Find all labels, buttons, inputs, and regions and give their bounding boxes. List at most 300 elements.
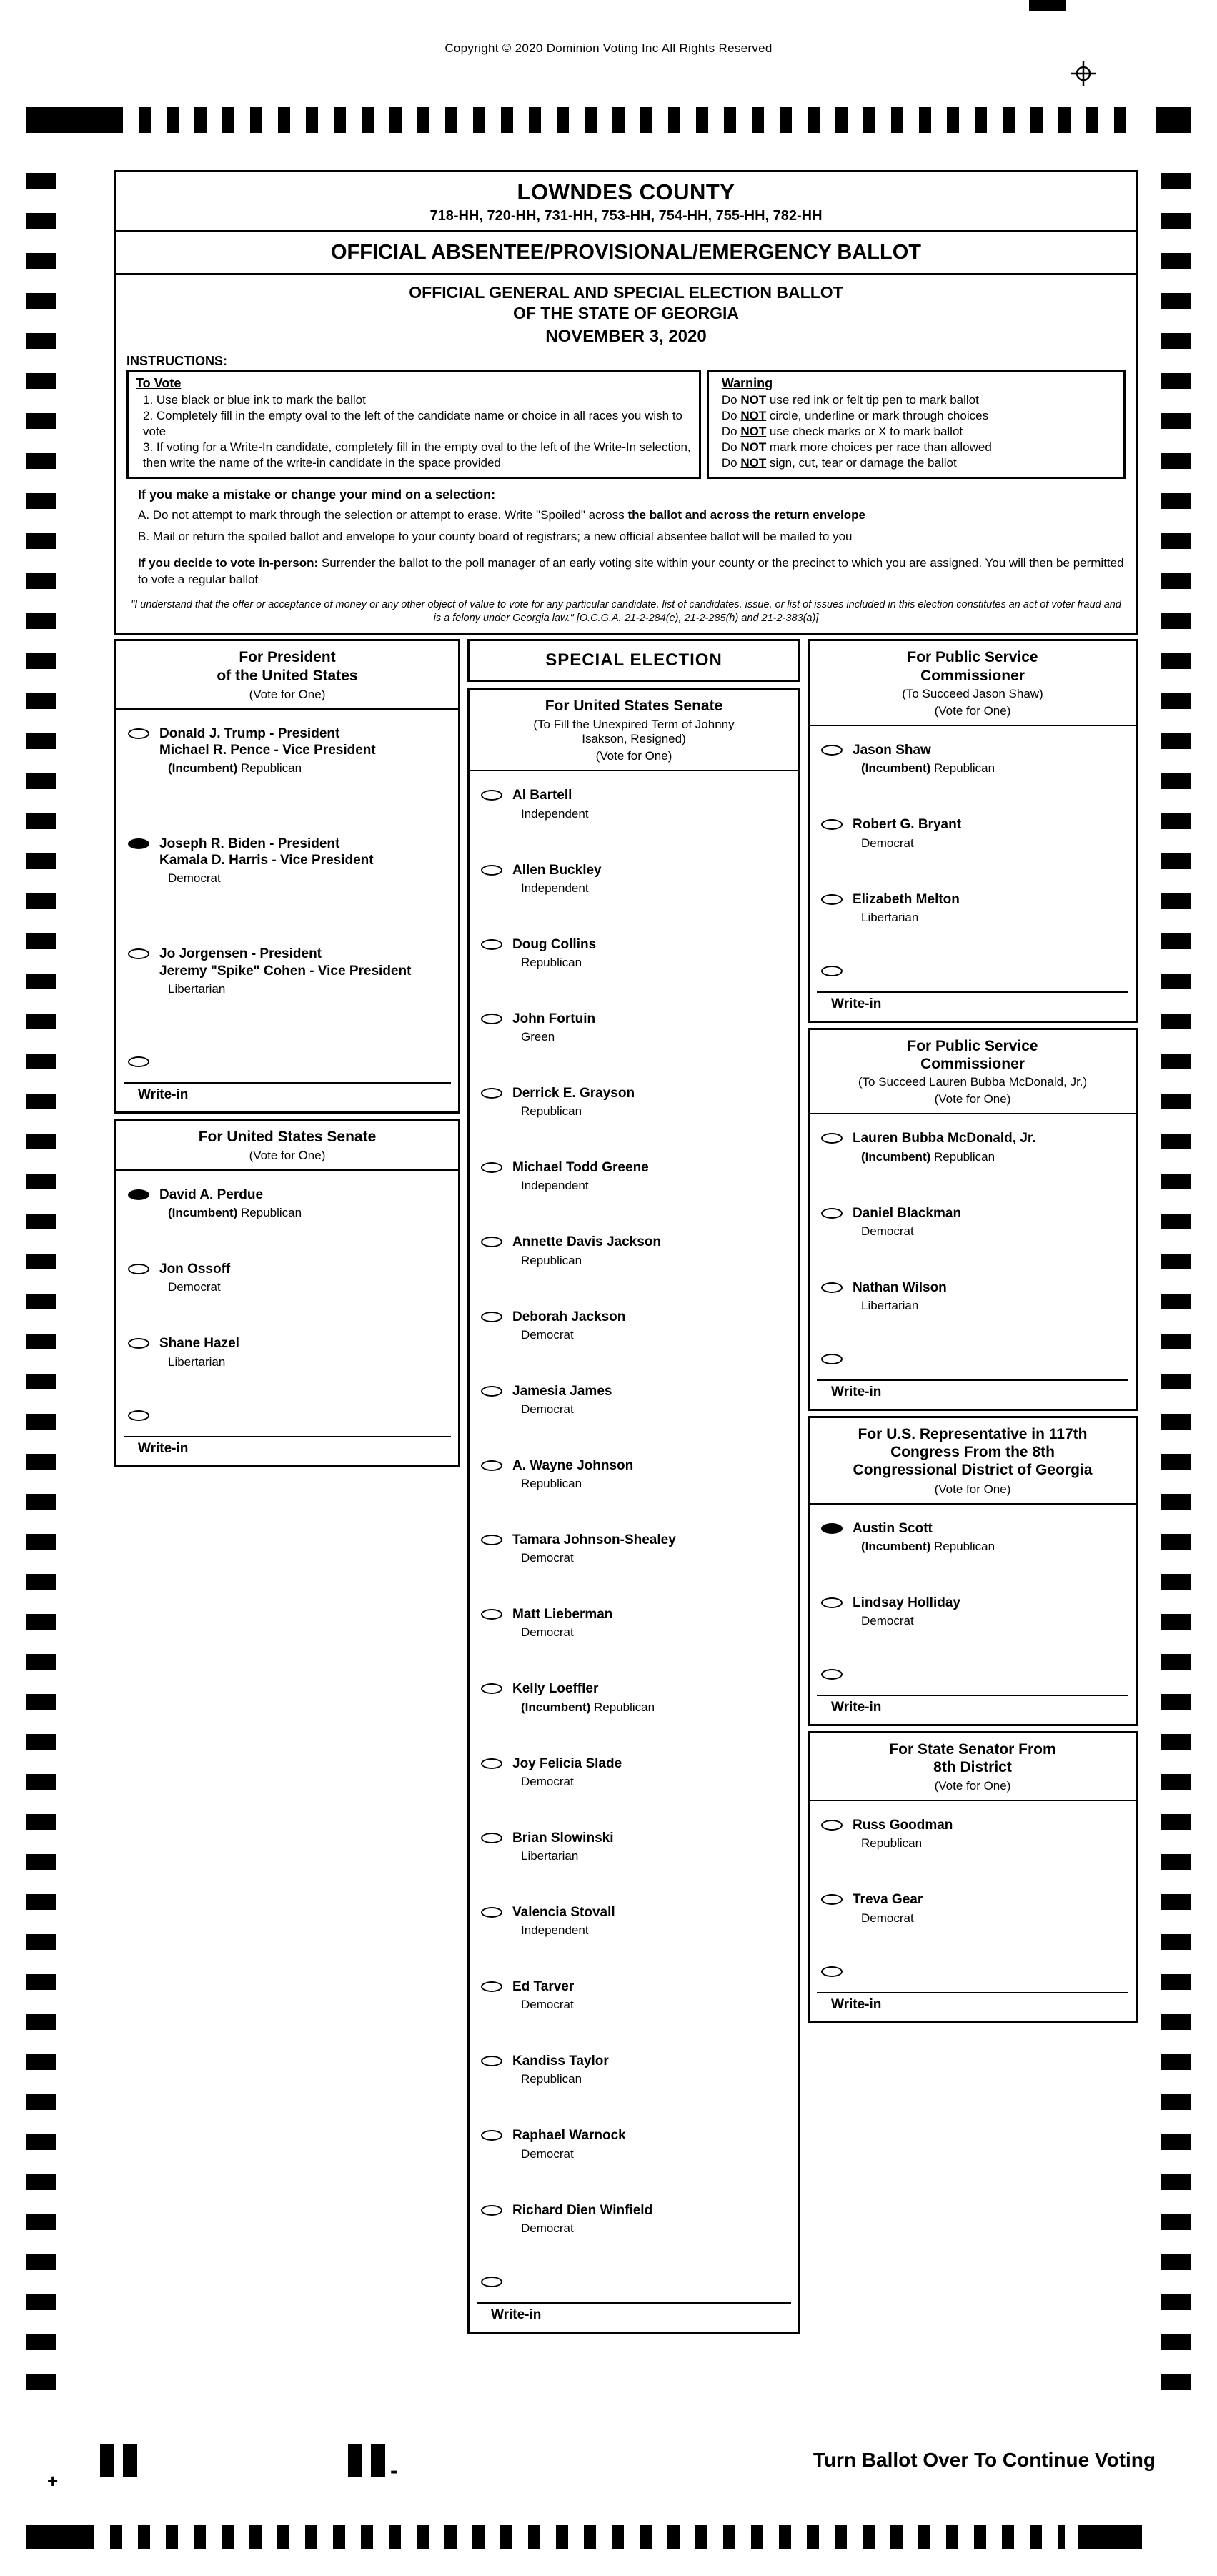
candidate-row — [478, 1457, 791, 1491]
candidate-row — [478, 1904, 791, 1938]
candidate-party: Democrat — [521, 1774, 574, 1788]
ballot-column-3 — [808, 639, 1138, 2028]
contest-box — [808, 1028, 1138, 1411]
candidate-row — [478, 1978, 791, 2012]
candidate-party: Republican — [521, 1104, 582, 1119]
contest-header — [810, 1733, 1136, 1801]
write-in-oval[interactable] — [128, 1410, 149, 1421]
candidate-oval[interactable] — [481, 2056, 502, 2066]
candidate-info — [853, 1205, 961, 1239]
contest-vote-for: (Vote for One) — [934, 1482, 1011, 1496]
candidate-name: Lindsay Holliday — [853, 1595, 960, 1610]
candidate-party: Independent — [521, 1923, 589, 1938]
contest-header — [116, 641, 458, 709]
contest-title: For Public Service Commissioner — [907, 1037, 1038, 1072]
candidate-row — [125, 725, 451, 776]
candidate-party: Libertarian — [168, 981, 226, 996]
candidate-oval[interactable] — [821, 1282, 843, 1293]
mistake-heading: If you make a mistake or change your mind on a selection: — [138, 487, 496, 502]
candidate-party: Democrat — [521, 2221, 574, 2235]
candidate-party: Libertarian — [861, 910, 919, 924]
candidate-name: Nathan Wilson — [853, 1279, 947, 1295]
write-in-line[interactable] — [817, 1695, 1128, 1696]
candidate-row — [818, 1279, 1128, 1313]
candidate-name: Jason Shaw — [853, 743, 931, 758]
timing-cap-left — [26, 2525, 94, 2549]
candidate-name: Deborah Jackson — [512, 1309, 626, 1324]
write-in-line[interactable] — [477, 2302, 791, 2304]
candidate-name: Brian Slowinski — [512, 1830, 614, 1846]
candidate-party: (Incumbent) Republican — [861, 761, 995, 776]
bottom-mark-bar — [371, 2444, 385, 2477]
candidate-oval[interactable] — [128, 1338, 149, 1349]
contest-vote-for: (Vote for One) — [934, 1779, 1011, 1793]
write-in-oval[interactable] — [821, 966, 843, 976]
candidate-oval[interactable] — [481, 1162, 502, 1173]
warning-item: Do NOT use check marks or X to mark ballot — [721, 424, 963, 438]
candidate-oval[interactable] — [481, 865, 502, 876]
candidate-oval[interactable] — [481, 1237, 502, 1247]
candidate-oval[interactable] — [481, 2130, 502, 2141]
corner-registration-block — [1029, 0, 1066, 11]
timing-cap-right — [1156, 107, 1191, 133]
candidate-oval[interactable] — [481, 1758, 502, 1769]
candidate-name: Lauren Bubba McDonald, Jr. — [853, 1131, 1036, 1146]
contest-subtitle: (To Succeed Jason Shaw) — [902, 686, 1043, 700]
write-in-line[interactable] — [817, 991, 1128, 993]
candidate-oval[interactable] — [481, 1981, 502, 1992]
candidate-oval[interactable] — [821, 745, 843, 756]
contest-box — [114, 639, 460, 1113]
copyright-text: Copyright © 2020 Dominion Voting Inc All Rights Reserved — [444, 41, 773, 55]
candidate-oval[interactable] — [128, 838, 149, 849]
candidate-row — [478, 1532, 791, 1565]
write-in-oval[interactable] — [481, 2277, 502, 2287]
candidate-oval[interactable] — [481, 1014, 502, 1024]
candidate-row — [478, 1309, 791, 1342]
candidate-row — [478, 1159, 791, 1193]
warning-item: Do NOT mark more choices per race than allowed — [721, 440, 992, 454]
candidate-list — [810, 1801, 1136, 1925]
candidate-name: Donald J. Trump - President Michael R. Pence - Vice President — [159, 725, 376, 758]
write-in-line[interactable] — [124, 1082, 451, 1084]
timing-bars — [139, 107, 1142, 133]
minus-registration-mark: - — [390, 2457, 398, 2483]
candidate-party: Republican — [521, 2072, 582, 2086]
contest-header — [470, 690, 798, 771]
candidate-name: Raphael Warnock — [512, 2128, 626, 2144]
candidate-party: Democrat — [521, 1402, 574, 1416]
mistake-section — [126, 487, 1126, 588]
warning-title: Warning — [721, 375, 773, 390]
candidate-row — [478, 787, 791, 821]
contest-box — [808, 639, 1138, 1022]
write-in-label: Write-in — [138, 1440, 189, 1456]
candidate-party: Republican — [861, 1836, 923, 1851]
candidate-name: Valencia Stovall — [512, 1904, 615, 1920]
candidate-info — [512, 1606, 612, 1640]
candidate-oval[interactable] — [481, 1683, 502, 1694]
election-date: NOVEMBER 3, 2020 — [545, 326, 707, 346]
candidate-oval[interactable] — [481, 1088, 502, 1099]
candidate-party: Independent — [521, 1179, 589, 1193]
contest-vote-for: (Vote for One) — [249, 687, 326, 701]
candidate-info — [159, 1261, 230, 1294]
candidate-oval[interactable] — [481, 2205, 502, 2216]
candidate-info — [853, 891, 960, 925]
instructions-label: INSTRUCTIONS: — [126, 353, 227, 368]
candidate-list — [810, 726, 1136, 925]
candidate-row — [478, 1011, 791, 1044]
candidate-name: John Fortuin — [512, 1011, 596, 1026]
contest-title: For President of the United States — [217, 649, 358, 684]
candidate-name: Elizabeth Melton — [853, 891, 960, 907]
mistake-item-a — [138, 507, 1126, 524]
contest-title: For United States Senate — [198, 1128, 377, 1145]
candidate-info — [512, 1532, 676, 1565]
turn-ballot-over-text: Turn Ballot Over To Continue Voting — [813, 2449, 1156, 2471]
candidate-oval[interactable] — [821, 894, 843, 905]
mistake-item-b: B. Mail or return the spoiled ballot and envelope to your county board of registrars; a new official absentee ballot will be mailed to you — [138, 529, 853, 543]
candidate-party: Democrat — [521, 1625, 574, 1640]
contest-columns — [114, 639, 1138, 2338]
candidate-list — [116, 710, 458, 996]
bottom-mark-bar — [100, 2444, 114, 2477]
candidate-info — [159, 725, 376, 776]
candidate-oval[interactable] — [821, 819, 843, 830]
candidate-list — [810, 1114, 1136, 1313]
candidate-row — [125, 836, 451, 886]
candidate-name: Austin Scott — [853, 1520, 933, 1536]
in-person-paragraph — [138, 555, 1126, 588]
candidate-row — [478, 1085, 791, 1119]
mistake-a-text: A. Do not attempt to mark through the selection or attempt to erase. Write "Spoiled" across — [138, 507, 628, 522]
candidate-name: Michael Todd Greene — [512, 1160, 649, 1176]
write-in-line[interactable] — [817, 1992, 1128, 1993]
candidate-party: Republican — [521, 955, 582, 969]
candidate-info — [853, 1520, 995, 1554]
candidate-name: Jon Ossoff — [159, 1262, 231, 1277]
timing-marks-right — [1161, 173, 1191, 2413]
candidate-name: Joy Felicia Slade — [512, 1755, 622, 1771]
write-in-label: Write-in — [831, 1996, 882, 2012]
candidate-info — [853, 1279, 947, 1313]
candidate-row — [478, 1234, 791, 1267]
candidate-row — [478, 862, 791, 896]
contest-vote-for: (Vote for One) — [249, 1149, 326, 1162]
in-person-lead: If you decide to vote in-person: — [138, 555, 319, 570]
timing-cap-right — [1078, 2525, 1142, 2549]
voter-fraud-oath: "I understand that the offer or acceptance of money or any other object of value to vote for any particular candidate, list of candidates, issue, or list of issues included in this election constitutes an act of voter fraud and is a felony under Georgia law." [O.C.G.A. 21-2-284(e), 21-2-285(h) and 21-2-383(a)] — [131, 598, 1121, 624]
write-in-area — [810, 966, 1136, 1021]
contest-header — [810, 1030, 1136, 1115]
candidate-party: Republican — [521, 1477, 582, 1491]
candidate-oval[interactable] — [481, 939, 502, 950]
ballot-type-title: OFFICIAL ABSENTEE/PROVISIONAL/EMERGENCY BALLOT — [116, 232, 1136, 275]
warning-box — [707, 370, 1126, 479]
contest-vote-for: (Vote for One) — [595, 749, 672, 763]
candidate-info — [512, 1830, 613, 1863]
candidate-party: Republican — [521, 1253, 582, 1267]
contest-box — [114, 1119, 460, 1467]
timing-marks-bottom — [26, 2525, 1142, 2549]
candidate-info — [512, 1978, 574, 2012]
write-in-label: Write-in — [831, 996, 882, 1011]
candidate-name: Treva Gear — [853, 1892, 923, 1908]
write-in-oval[interactable] — [821, 1669, 843, 1680]
candidate-info — [512, 1457, 633, 1491]
candidate-info — [512, 936, 596, 970]
candidate-row — [125, 1187, 451, 1220]
candidate-info — [853, 1891, 923, 1925]
candidate-party: (Incumbent) Republican — [168, 1206, 302, 1220]
timing-marks-top — [26, 107, 1191, 133]
candidate-row — [478, 1606, 791, 1640]
candidate-row — [478, 1830, 791, 1863]
candidate-name: Jamesia James — [512, 1383, 612, 1399]
warning-item: Do NOT circle, underline or mark through choices — [721, 408, 989, 422]
contest-title: For Public Service Commissioner — [907, 649, 1038, 684]
candidate-name: Jo Jorgensen - President Jeremy "Spike" Cohen - Vice President — [159, 946, 412, 979]
candidate-oval[interactable] — [821, 1208, 843, 1219]
candidate-party: Democrat — [168, 1280, 221, 1294]
candidate-row — [125, 1261, 451, 1294]
candidate-row — [818, 742, 1128, 776]
write-in-label: Write-in — [831, 1699, 882, 1715]
contest-title: For United States Senate — [545, 698, 723, 715]
contest-vote-for: (Vote for One) — [934, 704, 1011, 718]
candidate-name: Annette Davis Jackson — [512, 1234, 662, 1250]
instruction-boxes — [126, 370, 1126, 479]
write-in-label: Write-in — [831, 1384, 882, 1400]
candidate-list — [116, 1171, 458, 1369]
warning-item: Do NOT sign, cut, tear or damage the ballot — [721, 455, 957, 470]
to-vote-title: To Vote — [136, 375, 182, 390]
candidate-oval[interactable] — [481, 1609, 502, 1620]
contest-vote-for: (Vote for One) — [934, 1092, 1011, 1106]
candidate-oval[interactable] — [128, 1264, 149, 1274]
candidate-row — [478, 2202, 791, 2236]
candidate-info — [159, 1187, 302, 1220]
candidate-oval[interactable] — [821, 1820, 843, 1831]
candidate-party: (Incumbent) Republican — [168, 761, 302, 776]
plus-registration-mark: + — [47, 2470, 59, 2492]
candidate-name: Doug Collins — [512, 936, 597, 952]
county-name: LOWNDES COUNTY — [517, 179, 735, 204]
candidate-oval[interactable] — [821, 1133, 843, 1144]
candidate-oval[interactable] — [481, 1907, 502, 1918]
candidate-name: Allen Buckley — [512, 862, 602, 878]
write-in-line[interactable] — [817, 1379, 1128, 1381]
candidate-row — [478, 1755, 791, 1789]
candidate-name: Tamara Johnson-Shealey — [512, 1532, 676, 1548]
candidate-oval[interactable] — [481, 1312, 502, 1322]
candidate-party: Libertarian — [861, 1298, 919, 1312]
candidate-party: Democrat — [861, 1911, 914, 1925]
candidate-oval[interactable] — [821, 1894, 843, 1905]
candidate-party: Democrat — [861, 1224, 914, 1238]
write-in-label: Write-in — [491, 2307, 542, 2322]
candidate-name: Derrick E. Grayson — [512, 1086, 635, 1101]
ballot-column-1 — [114, 639, 460, 1472]
candidate-name: Daniel Blackman — [853, 1205, 962, 1221]
candidate-info — [512, 1011, 595, 1044]
timing-bars — [110, 2525, 1065, 2549]
candidate-info — [512, 862, 602, 896]
candidate-oval[interactable] — [128, 1189, 149, 1200]
candidate-row — [818, 1205, 1128, 1239]
candidate-list — [810, 1505, 1136, 1628]
candidate-list — [470, 771, 798, 2235]
candidate-info — [512, 1234, 661, 1267]
candidate-party: (Incumbent) Republican — [861, 1149, 995, 1164]
write-in-area — [810, 1966, 1136, 2021]
timing-marks-left — [26, 173, 56, 2413]
candidate-info — [512, 787, 589, 821]
to-vote-item: 1. Use black or blue ink to mark the ballot — [143, 392, 366, 407]
candidate-oval[interactable] — [821, 1523, 843, 1534]
write-in-oval[interactable] — [128, 1056, 149, 1067]
candidate-party: Democrat — [521, 1327, 574, 1342]
candidate-name: Matt Lieberman — [512, 1607, 613, 1623]
contest-box — [808, 1731, 1138, 2023]
write-in-oval[interactable] — [821, 1966, 843, 1977]
contest-header — [810, 641, 1136, 726]
write-in-area — [116, 1410, 458, 1465]
candidate-info — [159, 836, 374, 886]
candidate-name: Al Bartell — [512, 788, 572, 803]
instructions-section — [116, 275, 1136, 633]
warning-item: Do NOT use red ink or felt tip pen to mark ballot — [721, 392, 979, 407]
candidate-party: (Incumbent) Republican — [861, 1539, 995, 1553]
candidate-info — [512, 1159, 649, 1193]
candidate-info — [159, 946, 411, 996]
candidate-party: Democrat — [861, 1613, 914, 1628]
candidate-info — [159, 1335, 239, 1369]
special-election-header: SPECIAL ELECTION — [467, 639, 800, 682]
candidate-party: Green — [521, 1030, 555, 1044]
candidate-row — [818, 891, 1128, 925]
contest-subtitle: (To Succeed Lauren Bubba McDonald, Jr.) — [858, 1075, 1088, 1089]
candidate-party: Democrat — [861, 836, 914, 850]
ballot-header — [114, 170, 1138, 635]
candidate-name: Kelly Loeffler — [512, 1681, 599, 1697]
candidate-row — [818, 1520, 1128, 1554]
bottom-mark-bar — [123, 2444, 137, 2477]
precinct-list: 718-HH, 720-HH, 731-HH, 753-HH, 754-HH, 755-HH, 782-HH — [429, 208, 823, 224]
candidate-name: A. Wayne Johnson — [512, 1457, 634, 1473]
contest-title: For State Senator From 8th District — [889, 1740, 1056, 1776]
candidate-name: Russ Goodman — [853, 1818, 953, 1833]
write-in-area — [116, 1056, 458, 1111]
contest-box — [808, 1416, 1138, 1726]
candidate-oval[interactable] — [128, 728, 149, 739]
candidate-party: Libertarian — [168, 1354, 226, 1369]
ballot-main — [114, 170, 1138, 2339]
registration-crosshair-icon — [1070, 60, 1097, 91]
candidate-oval[interactable] — [481, 1460, 502, 1471]
to-vote-box — [126, 370, 701, 479]
write-in-label: Write-in — [138, 1086, 189, 1102]
candidate-party: (Incumbent) Republican — [521, 1700, 655, 1714]
contest-header — [116, 1121, 458, 1171]
candidate-info — [853, 742, 995, 776]
candidate-info — [853, 1130, 1036, 1164]
candidate-row — [818, 816, 1128, 850]
candidate-row — [818, 1817, 1128, 1851]
candidate-party: Democrat — [521, 1551, 574, 1565]
candidate-oval[interactable] — [481, 1535, 502, 1545]
mistake-a-underlined: the ballot and across the return envelope — [627, 507, 866, 522]
write-in-area — [810, 1669, 1136, 1724]
candidate-info — [512, 1383, 612, 1417]
candidate-row — [818, 1130, 1128, 1164]
candidate-row — [818, 1595, 1128, 1628]
candidate-oval[interactable] — [481, 1833, 502, 1843]
candidate-row — [478, 936, 791, 970]
candidate-info — [512, 1755, 622, 1789]
candidate-party: Democrat — [168, 871, 221, 886]
to-vote-item: 3. If voting for a Write-In candidate, completely fill in the empty oval to the left of the Write-In selection, then write the name of the write-in candidate in the space provided — [143, 440, 691, 470]
candidate-info — [512, 1680, 655, 1714]
to-vote-list — [136, 392, 692, 471]
candidate-oval[interactable] — [821, 1597, 843, 1608]
contest-box — [467, 688, 800, 2333]
write-in-oval[interactable] — [821, 1354, 843, 1364]
candidate-row — [125, 946, 451, 996]
election-title-line2: OF THE STATE OF GEORGIA — [512, 303, 740, 322]
candidate-party: Democrat — [521, 1998, 574, 2012]
candidate-row — [478, 2053, 791, 2086]
candidate-oval[interactable] — [481, 790, 502, 801]
warning-list — [722, 392, 1116, 471]
county-section — [116, 172, 1136, 232]
candidate-name: Joseph R. Biden - President Kamala D. Harris - Vice President — [159, 836, 374, 868]
candidate-name: David A. Perdue — [159, 1187, 264, 1202]
write-in-line[interactable] — [124, 1436, 451, 1437]
ballot-column-2 — [467, 639, 800, 2338]
candidate-row — [818, 1891, 1128, 1925]
candidate-party: Independent — [521, 806, 589, 821]
candidate-info — [853, 1817, 953, 1851]
election-title-line1: OFFICIAL GENERAL AND SPECIAL ELECTION BALLOT — [409, 283, 843, 302]
candidate-info — [512, 1904, 615, 1938]
candidate-party: Democrat — [521, 2146, 574, 2161]
candidate-name: Kandiss Taylor — [512, 2054, 609, 2069]
candidate-name: Shane Hazel — [159, 1336, 239, 1352]
to-vote-item: 2. Completely fill in the empty oval to the left of the candidate name or choice in all races you wish to vote — [143, 408, 683, 438]
timing-cap-left — [26, 107, 123, 133]
write-in-area — [470, 2277, 798, 2332]
candidate-oval[interactable] — [128, 948, 149, 959]
contest-subtitle: (To Fill the Unexpired Term of Johnny Isakson, Resigned) — [533, 717, 735, 745]
in-person-rest: Surrender the ballot to the poll manager of an early voting site within your county or the precinct to which you are assigned. You will then be permitted to vote a regular ballot — [138, 555, 1124, 586]
candidate-info — [853, 1595, 960, 1628]
candidate-info — [512, 1085, 635, 1119]
candidate-oval[interactable] — [481, 1386, 502, 1397]
candidate-row — [125, 1335, 451, 1369]
candidate-name: Richard Dien Winfield — [512, 2202, 653, 2218]
candidate-row — [478, 1383, 791, 1417]
candidate-info — [512, 2053, 609, 2086]
candidate-party: Independent — [521, 881, 589, 895]
candidate-name: Robert G. Bryant — [853, 817, 962, 833]
contest-title: For U.S. Representative in 117th Congress From the 8th Congressional District of Georgia — [853, 1425, 1093, 1479]
write-in-area — [810, 1354, 1136, 1409]
candidate-row — [478, 2127, 791, 2161]
candidate-info — [853, 816, 961, 850]
candidate-info — [512, 2127, 626, 2161]
